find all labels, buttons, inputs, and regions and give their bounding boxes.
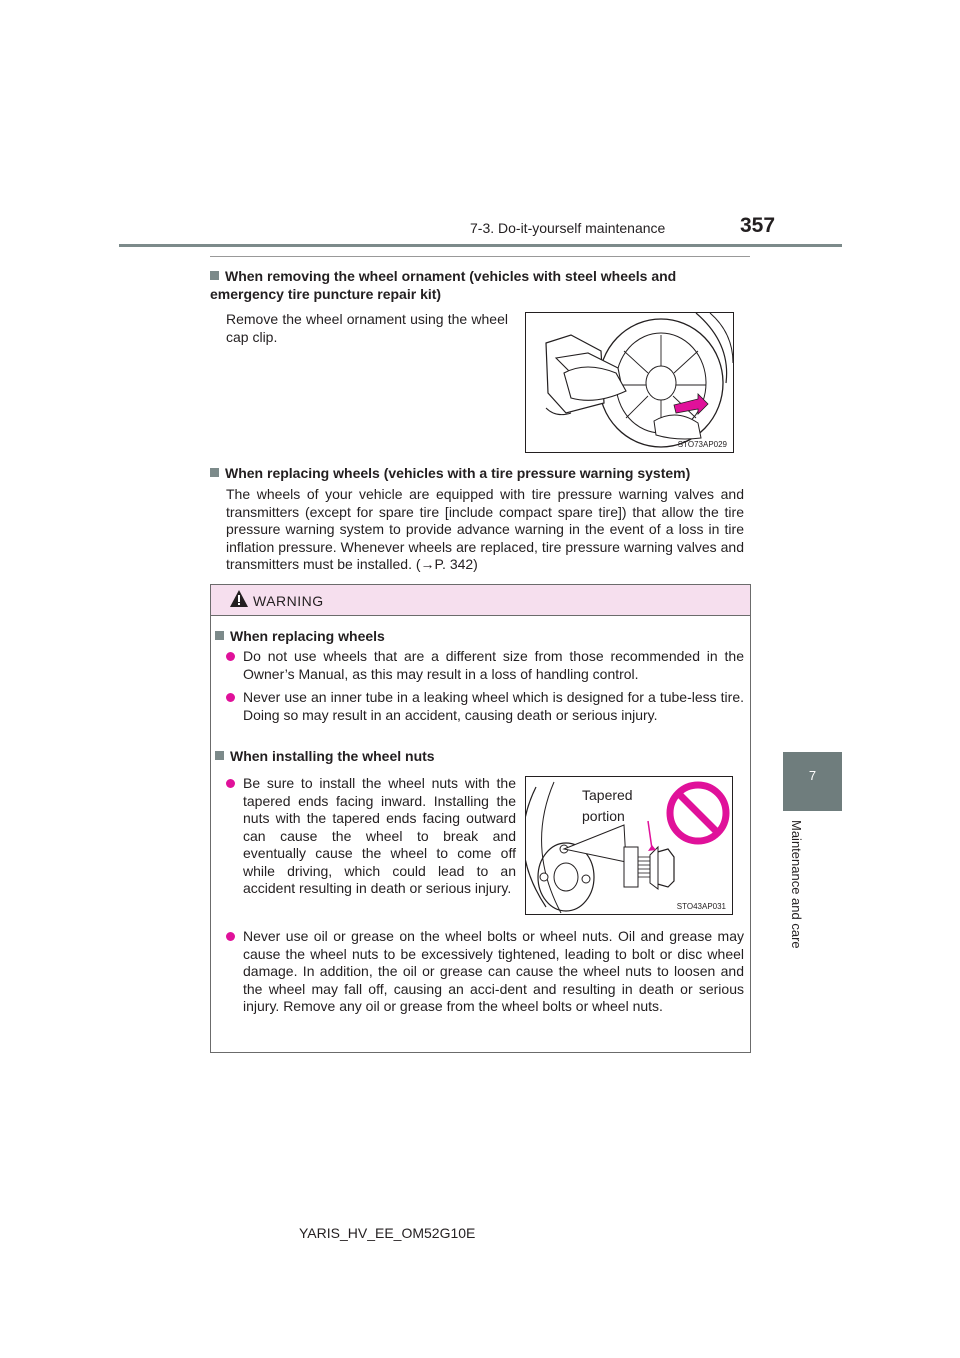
page-number: 357	[740, 214, 776, 237]
wheel-ornament-instructions: Remove the wheel ornament using the wheel cap clip.	[226, 311, 508, 345]
warning-subheading-text: When installing the wheel nuts	[230, 748, 435, 764]
section-heading-text: When replacing wheels (vehicles with a tire pressure warning system)	[225, 465, 691, 481]
warning-subheading-replacing-wheels	[215, 627, 735, 645]
warning-box	[210, 584, 751, 1053]
warning-subheading-text: When replacing wheels	[230, 628, 385, 644]
warning-header	[211, 585, 750, 616]
footer-doc-code: YARIS_HV_EE_OM52G10E	[299, 1225, 476, 1241]
header-rule	[119, 244, 842, 247]
square-bullet-icon	[215, 751, 224, 760]
warning-label: WARNING	[253, 593, 324, 609]
header-section-title: 7-3. Do-it-yourself maintenance	[470, 220, 666, 236]
warning-bullet: Be sure to install the wheel nuts with the tapered ends facing inward. Installing the nuts with the tapered ends facing outward can cause the wheel to break and eventually cause the wheel to come off while driving, which could lead to an accident resulting in death or serious injury.	[226, 775, 516, 898]
bullet-dot-icon	[226, 932, 235, 941]
chapter-tab-number: 7	[808, 768, 817, 783]
warning-triangle-icon	[230, 590, 248, 607]
figure-code: STO43AP031	[676, 902, 726, 911]
warning-subheading-wheel-nuts	[215, 747, 735, 765]
bullet-dot-icon	[226, 652, 235, 661]
wheel-ornament-illustration	[525, 312, 734, 453]
warning-bullet: Do not use wheels that are a different size from those recommended in the Owner’s Manual, as this may result in a loss of handling control.	[226, 648, 744, 683]
warning-bullet: Never use oil or grease on the wheel bolts or wheel nuts. Oil and grease may cause the wheel nuts to be excessively tightened, leading to bolt or disc wheel damage. In addition, the oil or grease can cause the wheel nuts to loosen and the wheel may fall off, causing an acci-dent and resulting in death or serious injury. Remove any oil or grease from the wheel bolts or wheel nuts.	[226, 928, 744, 1016]
figure-code: STO73AP029	[677, 440, 727, 449]
label-line: Tapered	[582, 787, 633, 803]
chapter-tab-label: Maintenance and care	[789, 820, 804, 949]
bullet-dot-icon	[226, 779, 235, 788]
square-bullet-icon	[215, 631, 224, 640]
section-heading-replacing-wheels-tpws	[210, 464, 750, 482]
square-bullet-icon	[210, 271, 219, 280]
tpws-wheel-info: The wheels of your vehicle are equipped with tire pressure warning valves and transmitters (except for spare tire [include compact spare tire]) that allow the tire pressure warning system to provide advance warning in the event of a loss in tire inflation pressure. Whenever wheels are replaced, tire pressure warning valves and transmitters must be installed. (→P. 342)	[226, 486, 744, 572]
wheel-cap-removal-drawing	[526, 313, 733, 452]
section-heading-text: When removing the wheel ornament (vehicles with steel wheels and emergency tire puncture repair kit)	[210, 268, 677, 302]
square-bullet-icon	[210, 468, 219, 477]
content-top-rule	[210, 256, 750, 257]
label-line: portion	[582, 808, 625, 824]
section-heading-wheel-ornament	[210, 267, 750, 303]
wheel-nut-illustration	[525, 776, 733, 915]
warning-bullet: Never use an inner tube in a leaking wheel which is designed for a tube-less tire. Doing so may result in an accident, causing death or serious injury.	[226, 689, 744, 724]
bullet-dot-icon	[226, 693, 235, 702]
tapered-portion-label	[582, 785, 633, 827]
